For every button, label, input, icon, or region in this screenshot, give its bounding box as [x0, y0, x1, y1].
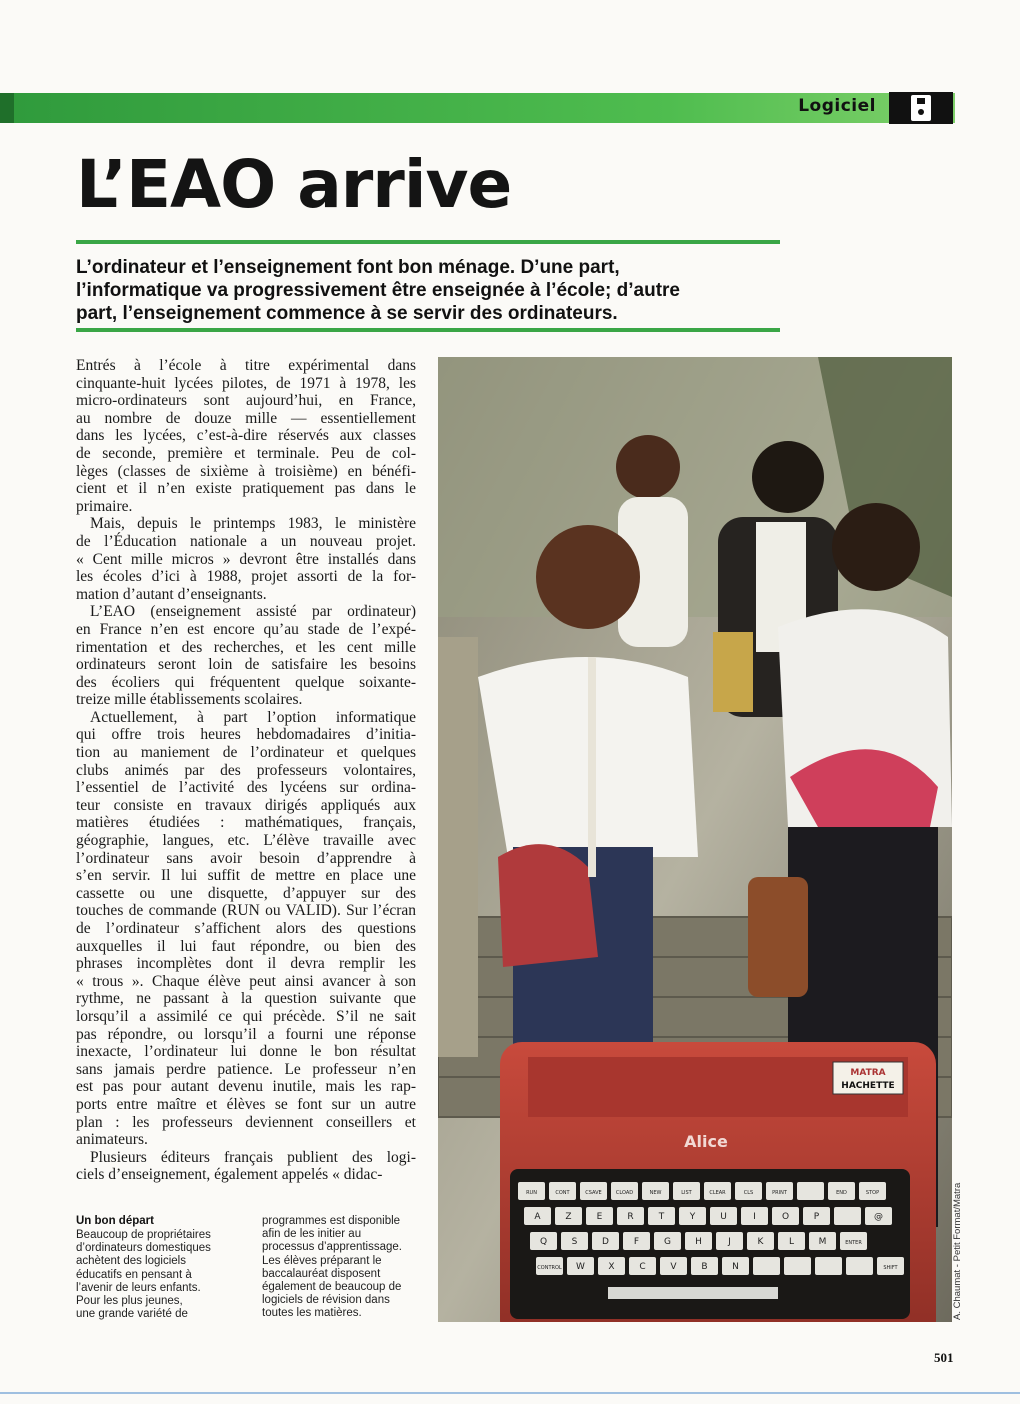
keyboard-key-label: RUN [526, 1190, 537, 1196]
keyboard-key [815, 1257, 842, 1275]
body-line: plan : les professeurs deviennent conseillers et [76, 1113, 416, 1131]
body-line: micro-ordinateurs sont aujourd’hui, en France, [76, 392, 416, 410]
lede-line: L’ordinateur et l’enseignement font bon ménage. D’une part, [76, 257, 620, 278]
article-lede [76, 256, 776, 325]
photo-credit: A. Chaumat - Petit Format/Matra [952, 1182, 963, 1320]
brand-line-1: MATRA [850, 1068, 886, 1078]
caption-line: achètent des logiciels [76, 1255, 186, 1268]
caption-title: Un bon départ [76, 1215, 154, 1227]
body-line: en France n’en est encore qu’au stade de l’expé- [76, 620, 416, 638]
body-line: ciels d’enseignement, également appelés « didac- [76, 1166, 383, 1184]
body-line: ordinateurs seront loin de satisfaire les besoins [76, 656, 416, 674]
keyboard-key-label: ENTER [845, 1240, 862, 1246]
brand-line-2: HACHETTE [841, 1081, 895, 1091]
keyboard-key-label: CONT [555, 1190, 570, 1196]
keyboard-key-label: V [670, 1262, 677, 1272]
body-line: animateurs. [76, 1131, 148, 1149]
body-line: phrases incomplètes dont il devra remplir les [76, 955, 416, 973]
keyboard-key-label: O [781, 1212, 790, 1222]
keyboard-key-label: S [571, 1237, 578, 1247]
caption-line: processus d’apprentissage. [262, 1241, 402, 1254]
keyboard-key-label: NEW [649, 1190, 662, 1196]
caption-line: Beaucoup de propriétaires [76, 1229, 211, 1241]
photo-students-and-computer [438, 357, 952, 1322]
caption-line: une grande variété de [76, 1308, 188, 1321]
body-line: ports entre maître et élèves se font sur un autre [76, 1095, 416, 1113]
keyboard-key-label: CLEAR [709, 1190, 726, 1196]
lede-line: l’informatique va progressivement être enseignée à l’école; d’autre [76, 280, 680, 301]
body-line: treize mille établissements scolaires. [76, 691, 303, 709]
body-line: matières étudiées : mathématiques, français, [76, 814, 416, 832]
lede-top-rule [76, 240, 780, 244]
body-line: l’essentiel de l’activité des lycéens sur ordina- [76, 779, 416, 797]
keyboard-key-label: CLS [743, 1190, 754, 1196]
caption-line: afin de les initier au [262, 1228, 362, 1241]
floppy-disk-icon [889, 92, 953, 124]
article-body [76, 357, 416, 1184]
lede-line: part, l’enseignement commence à se servir des ordinateurs. [76, 303, 618, 324]
keyboard-key-label: CSAVE [585, 1190, 602, 1196]
caption-line: Pour les plus jeunes, [76, 1295, 183, 1308]
caption-column-1 [76, 1229, 256, 1321]
keyboard-key-label: R [627, 1212, 634, 1222]
body-line: clubs animés par des professeurs volontaires, [76, 761, 416, 779]
keyboard-key-label: CONTROL [537, 1265, 562, 1271]
page-edge-line [0, 1392, 1020, 1394]
body-line: de l’Éducation nationale a un nouveau projet. [76, 532, 416, 550]
body-line: Actuellement, à part l’option informatique [90, 708, 416, 726]
page-number: 501 [934, 1350, 954, 1365]
caption-column-2 [262, 1215, 432, 1321]
body-line: primaire. [76, 497, 133, 515]
keyboard-key-label: J [728, 1237, 731, 1247]
header-band-edge [0, 93, 14, 123]
keyboard-key-label: F [633, 1237, 640, 1247]
body-line: L’EAO (enseignement assisté par ordinateur) [90, 603, 416, 621]
keyboard-key-label: M [818, 1237, 827, 1247]
body-line: « trous ». Chaque élève peut ainsi avancer à son [76, 972, 416, 990]
keyboard-key [753, 1257, 780, 1275]
keyboard-key-label: X [608, 1262, 615, 1272]
body-line: l’ordinateur sans avoir besoin d’apprendre à [76, 849, 416, 867]
caption-line: d’ordinateurs domestiques [76, 1242, 211, 1255]
keyboard-key-label: C [639, 1262, 646, 1272]
caption-line: éducatifs en pensant à [76, 1268, 192, 1281]
caption-line: programmes est disponible [262, 1215, 401, 1227]
section-label: Logiciel [798, 96, 876, 116]
keyboard-key-label: SHIFT [883, 1265, 898, 1271]
keyboard-key-label: END [836, 1190, 847, 1196]
caption-line: l’avenir de leurs enfants. [76, 1281, 201, 1294]
body-line: cient et il n’en existe pratiquement pas dans le [76, 480, 416, 498]
body-line: s’en servir. Il lui suffit de mettre en place une [76, 867, 416, 885]
lede-bottom-rule [76, 328, 780, 332]
body-line: mation d’autant d’enseignants. [76, 585, 267, 603]
caption-line: logiciels de révision dans [262, 1294, 390, 1307]
keyboard-key-label: L [788, 1237, 795, 1247]
body-line: Entrés à l’école à titre expérimental dans [76, 357, 416, 374]
body-line: qui offre trois heures hebdomadaires d’initia- [76, 726, 416, 744]
body-line: est pas pour autant devenu inutile, mais les rap- [76, 1078, 416, 1096]
keyboard-key-label: CLOAD [615, 1190, 634, 1196]
keyboard-key [846, 1257, 873, 1275]
keyboard-key-label: PRINT [772, 1190, 787, 1196]
keyboard-key [784, 1257, 811, 1275]
body-line: rimentation et des recherches, et les cent mille [76, 638, 416, 656]
body-line: géographie, langues, etc. L’élève travaille avec [76, 832, 416, 850]
keyboard-key-label: N [732, 1262, 739, 1272]
caption-line: également de beaucoup de [262, 1281, 402, 1294]
body-line: lorsqu’il a assimilé ce qui précède. S’il ne sait [76, 1007, 416, 1025]
keyboard-key-label: G [664, 1237, 671, 1247]
body-line: rythme, ne passant à la question suivante que [76, 990, 416, 1008]
caption-line: toutes les matières. [262, 1307, 362, 1320]
caption-line: Les élèves préparant le [262, 1254, 382, 1267]
article-title: L’EAO arrive [76, 146, 512, 223]
keyboard-key-label: T [658, 1212, 665, 1222]
keyboard-key-label: U [720, 1212, 727, 1222]
keyboard-key-label: W [576, 1262, 585, 1272]
body-line: sans jamais perdre patience. Le professeur n’en [76, 1060, 416, 1078]
body-line: Plusieurs éditeurs français publient des logi- [90, 1148, 416, 1166]
body-line: de l’ordinateur s’affichent alors des questions [76, 920, 416, 937]
body-line: dans les lycées, c’est-à-dire réservés aux classes [76, 427, 416, 445]
body-line: tion au maniement de l’ordinateur et quelques [76, 744, 416, 762]
keyboard-key-label: K [757, 1237, 764, 1247]
keyboard-key-label: @ [874, 1212, 883, 1222]
body-line: teur consiste en travaux dirigés appliqués aux [76, 796, 416, 814]
keyboard-key-label: E [596, 1212, 603, 1222]
body-line: lèges (classes de sixième à troisième) en bénéfi- [76, 462, 416, 480]
computer-label: Alice [684, 1132, 728, 1151]
body-line: cassette ou une disquette, d’appuyer sur des [76, 884, 416, 902]
body-line: de seconde, première et terminale. Peu de col- [76, 444, 416, 462]
keyboard-key-label: A [534, 1212, 541, 1222]
keyboard-key [797, 1182, 824, 1200]
keyboard-key-label: Y [689, 1212, 696, 1222]
keyboard-key-label: STOP [865, 1190, 880, 1196]
keyboard-key-label: LIST [681, 1190, 692, 1196]
body-line: Mais, depuis le printemps 1983, le ministère [90, 515, 416, 533]
caption-line: baccalauréat disposent [262, 1267, 381, 1280]
body-line: cinquante-huit lycées pilotes, de 1971 à 1978, les [76, 374, 416, 392]
body-line: touches de commande (RUN ou VALID). Sur l’écran [76, 902, 416, 920]
body-line: inexacte, l’ordinateur lui donne le bon résultat [76, 1043, 416, 1061]
keyboard-key-label: Z [565, 1212, 572, 1222]
keyboard-key-label: P [813, 1212, 820, 1222]
keyboard-key-label: I [753, 1212, 756, 1222]
keyboard-key-label: B [701, 1262, 708, 1272]
keyboard-key-label: H [695, 1237, 702, 1247]
keyboard-key-label: Q [539, 1237, 548, 1247]
body-line: les écoles d’ici à 1988, projet assorti de la for- [76, 568, 416, 586]
body-line: auxquelles il lui faut répondre, ou bien des [76, 937, 416, 955]
body-line: pas répondre, ou lorsqu’il a fourni une réponse [76, 1025, 416, 1043]
keyboard-key-label: D [602, 1237, 609, 1247]
body-line: au nombre de douze mille — essentiellement [76, 409, 416, 427]
keyboard-key [834, 1207, 861, 1225]
body-line: « Cent mille micros » devront être installés dans [76, 550, 416, 568]
body-line: des écoliers qui fréquentent quelque soixante- [76, 673, 416, 691]
